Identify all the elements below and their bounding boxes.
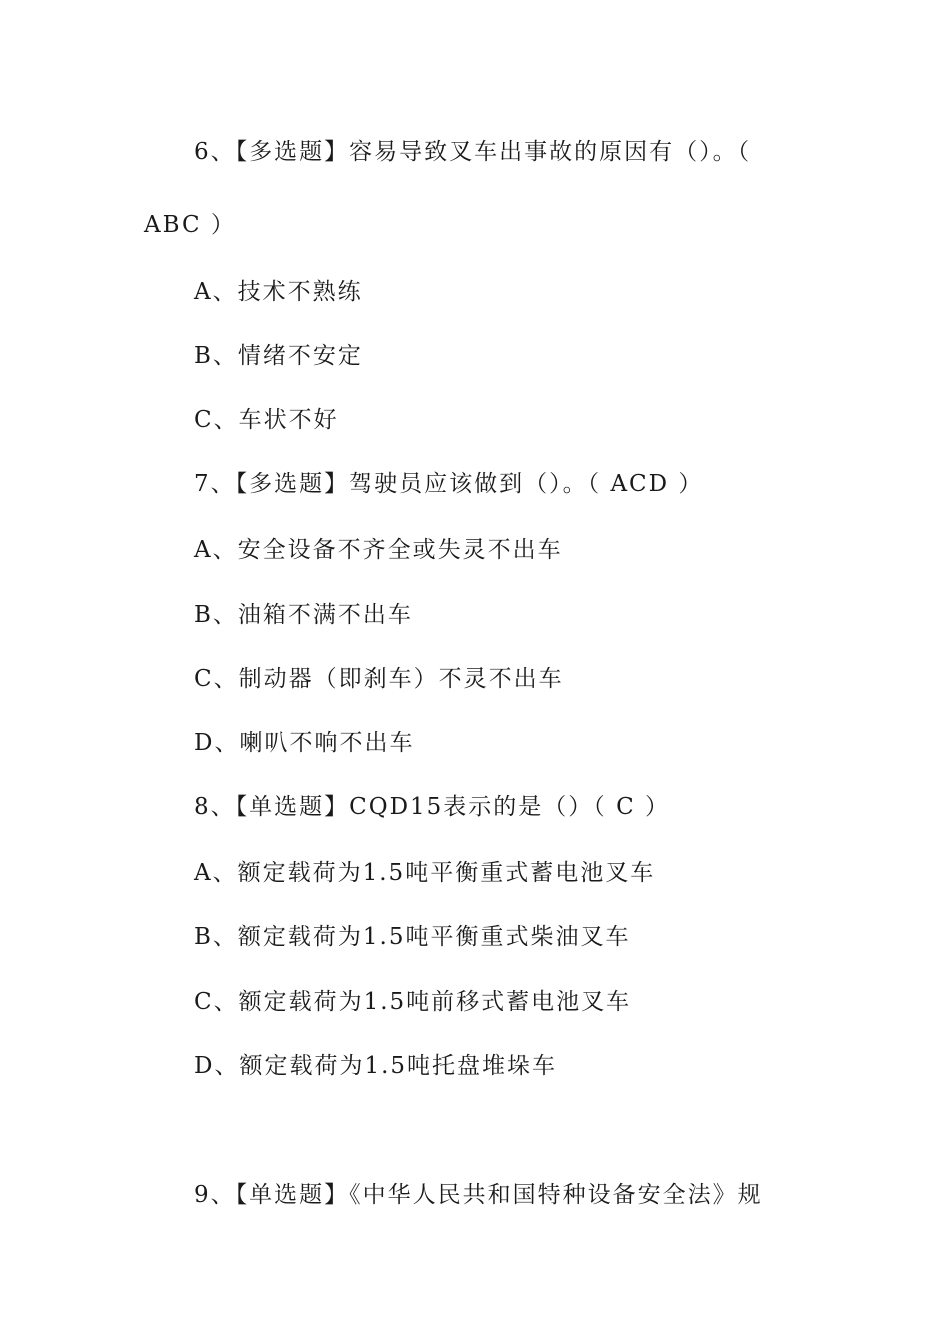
- question-6-stem: 6、【多选题】容易导致叉车出事故的原因有（）。（: [194, 139, 752, 165]
- question-8-stem: 8、【单选题】CQD15表示的是（）（ C ）: [194, 794, 671, 820]
- question-7-option-d: D、喇叭不响不出车: [194, 730, 415, 756]
- question-9-stem: 9、【单选题】《中华人民共和国特种设备安全法》规: [194, 1182, 763, 1208]
- question-7-option-c: C、制动器（即刹车）不灵不出车: [194, 666, 564, 692]
- question-8-option-a: A、额定载荷为1.5吨平衡重式蓄电池叉车: [194, 860, 656, 886]
- question-7-option-b: B、油箱不满不出车: [194, 602, 413, 628]
- question-6-option-a: A、技术不熟练: [194, 279, 363, 305]
- question-6-option-c: C、车状不好: [194, 407, 339, 433]
- question-6-option-b: B、情绪不安定: [194, 343, 363, 369]
- question-8-option-b: B、额定载荷为1.5吨平衡重式柴油叉车: [194, 924, 631, 950]
- question-8-option-d: D、额定载荷为1.5吨托盘堆垛车: [194, 1053, 558, 1079]
- question-7-stem: 7、【多选题】驾驶员应该做到（）。（ ACD ）: [194, 471, 704, 497]
- question-8-option-c: C、额定载荷为1.5吨前移式蓄电池叉车: [194, 989, 632, 1015]
- question-6-answer: ABC ）: [144, 212, 236, 238]
- question-7-option-a: A、安全设备不齐全或失灵不出车: [194, 537, 563, 563]
